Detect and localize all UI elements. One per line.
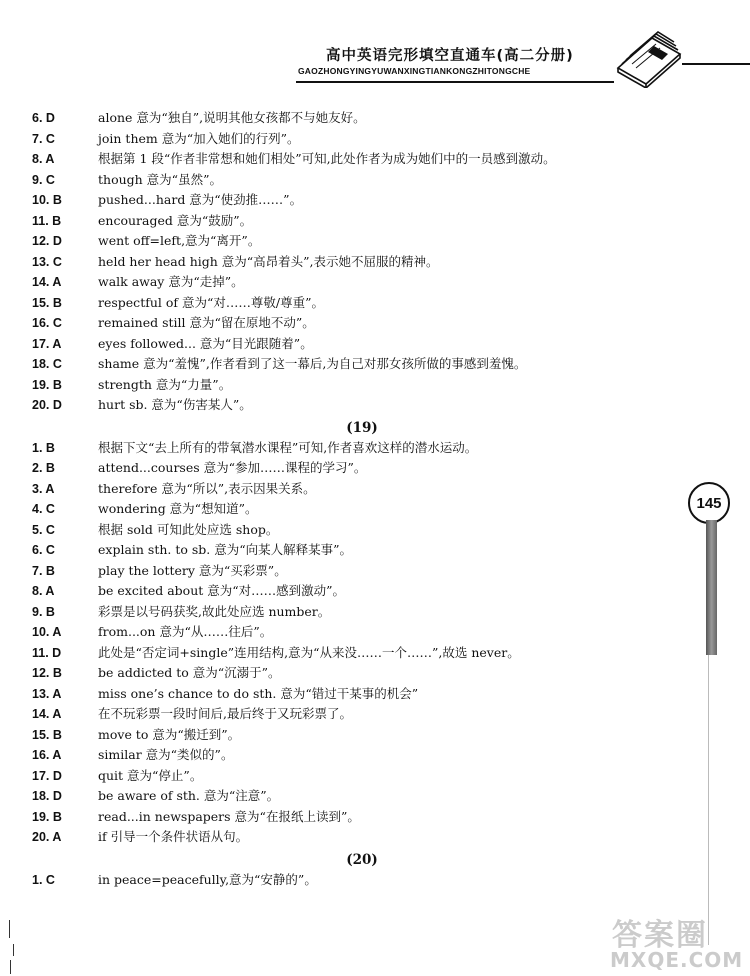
answer-item: 10. B pushed...hard 意为“使劲推……”。 — [32, 192, 303, 207]
answer-item: 19. B read...in newspapers 意为“在报纸上读到”。 — [32, 808, 360, 824]
answer-item: 17. D quit 意为“停止”。 — [32, 767, 203, 783]
answer-item: 13. A miss one’s chance to do sth. 意为“错过干某事的机会” — [32, 685, 419, 701]
answer-item: 10. A from...on 意为“从……往后”。 — [32, 624, 273, 639]
answer-item: 9. C though 意为“虽然”。 — [32, 171, 222, 187]
binding-marks — [8, 920, 18, 976]
answer-item: 12. D went off=left,意为“离开”。 — [32, 233, 261, 248]
answer-item: 7. C join them 意为“加入她们的行列”。 — [32, 130, 300, 146]
answer-item: 18. D be aware of sth. 意为“注意”。 — [32, 788, 280, 803]
answer-item: 11. D 此处是“否定词+single”连用结构,意为“从来没……一个……”,故选 never。 — [32, 644, 520, 660]
book-title-pinyin: GAOZHONGYINGYUWANXINGTIANKONGZHITONGCHE — [298, 66, 531, 76]
book-title: 高中英语完形填空直通车(高二分册) — [326, 48, 574, 64]
answer-item: 8. A 根据第 1 段“作者非常想和她们相处”可知,此处作者为成为她们中的一员感到激动。 — [32, 151, 556, 166]
watermark — [608, 910, 750, 976]
side-tab-strip — [706, 520, 717, 655]
answer-item: 1. C in peace=peacefully,意为“安静的”。 — [32, 871, 317, 887]
answer-content — [32, 108, 692, 890]
answer-item: 8. A be excited about 意为“对……感到激动”。 — [32, 583, 346, 598]
answer-item: 20. D hurt sb. 意为“伤害某人”。 — [32, 397, 252, 412]
answer-item: 3. A therefore 意为“所以”,表示因果关系。 — [32, 480, 316, 496]
answer-item: 12. B be addicted to 意为“沉溺于”。 — [32, 665, 281, 680]
answer-item: 4. C wondering 意为“想知道”。 — [32, 501, 258, 516]
answer-item: 2. B attend...courses 意为“参加……课程的学习”。 — [32, 460, 367, 475]
page-number-badge: 145 — [688, 482, 730, 524]
header-rule-right — [682, 63, 750, 65]
answer-item: 6. D alone 意为“独自”,说明其他女孩都不与她友好。 — [32, 110, 366, 125]
answer-item: 15. B respectful of 意为“对……尊敬/尊重”。 — [32, 294, 324, 310]
side-margin-line — [708, 655, 709, 945]
answer-item: 18. C shame 意为“羞愧”,作者看到了这一幕后,为自己对那女孩所做的事感到羞愧。 — [32, 356, 527, 371]
watermark-domain: MXQE.COM — [610, 948, 744, 972]
answer-item: 14. A 在不玩彩票一段时间后,最后终于又玩彩票了。 — [32, 706, 352, 721]
answer-item: 6. C explain sth. to sb. 意为“向某人解释某事”。 — [32, 542, 353, 557]
answer-item: 5. C 根据 sold 可知此处应选 shop。 — [32, 521, 279, 537]
section-20 — [32, 850, 692, 891]
book-stack-icon — [608, 24, 688, 88]
answer-item: 9. B 彩票是以号码获奖,故此处应选 number。 — [32, 603, 331, 619]
answer-item: 7. B play the lottery 意为“买彩票”。 — [32, 562, 287, 578]
section-18-continued — [32, 108, 692, 416]
answer-item: 17. A eyes followed... 意为“目光跟随着”。 — [32, 335, 313, 351]
section-19 — [32, 418, 692, 848]
answer-item: 13. C held her head high 意为“高昂着头”,表示她不屈服的精神。 — [32, 253, 439, 269]
answer-item: 11. B encouraged 意为“鼓励”。 — [32, 212, 253, 228]
answer-item: 1. B 根据下文“去上所有的带氧潜水课程”可知,作者喜欢这样的潜水运动。 — [32, 439, 478, 455]
answer-item: 20. A if 引导一个条件状语从句。 — [32, 829, 249, 844]
answer-item: 16. C remained still 意为“留在原地不动”。 — [32, 315, 315, 330]
section-heading: (20) — [346, 851, 378, 868]
answer-item: 19. B strength 意为“力量”。 — [32, 376, 232, 392]
answer-item: 14. A walk away 意为“走掉”。 — [32, 274, 244, 289]
watermark-logo-text: 答案圈 — [612, 918, 708, 953]
section-heading: (19) — [346, 419, 378, 436]
header-rule — [296, 81, 614, 83]
answer-item: 16. A similar 意为“类似的”。 — [32, 747, 234, 762]
answer-item: 15. B move to 意为“搬迁到”。 — [32, 726, 241, 742]
